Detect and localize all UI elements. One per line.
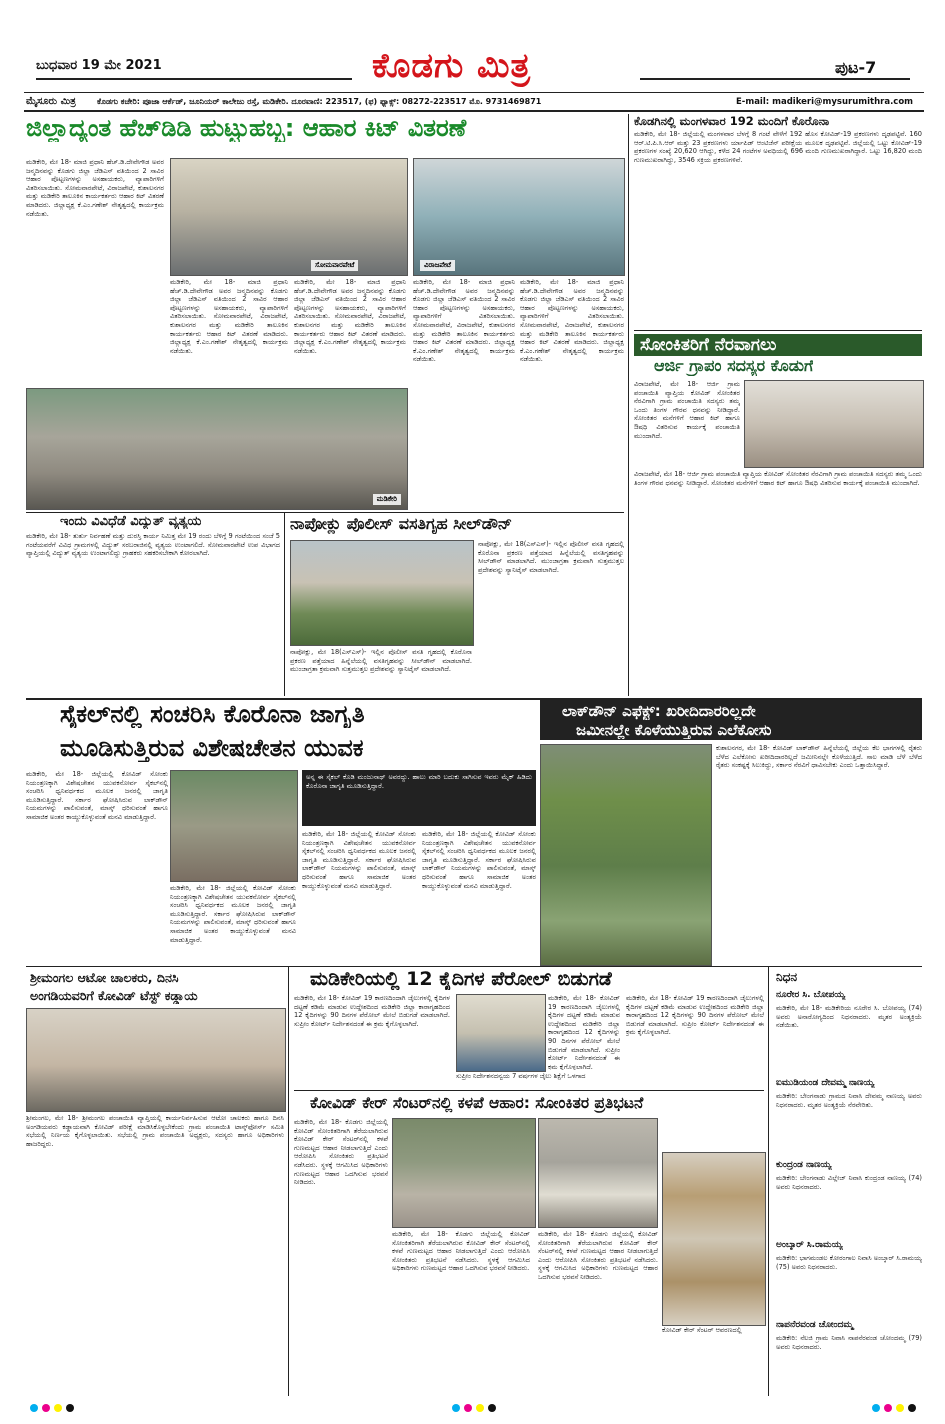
care-centre-photo-food — [662, 1152, 766, 1326]
registration-dot — [476, 1404, 484, 1412]
obituary-text-4: ಮಡಿಕೇರಿ: ಭಾಗಮಂಡಲ ಕೋರಂಗಾಲ ನಿವಾಸಿ ಅಂಬ್ಕಾರ್ ಸಿ.ರಾಮಯ್ಯ (75) ಅವರು ನಿಧನರಾದರು. — [776, 1254, 922, 1271]
hdd-photo-caption-2: ವಿರಾಜಪೇಟೆ — [420, 260, 455, 271]
column-rule-left-bottom — [288, 966, 289, 1396]
kodagu192-body: ಮಡಿಕೇರಿ, ಮೇ 18- ಜಿಲ್ಲೆಯಲ್ಲಿ ಮಂಗಳವಾರ ಬೆಳಗ್ಗೆ 8 ಗಂಟೆ ವೇಳೆಗೆ 192 ಹೊಸ ಕೋವಿಡ್-19 ಪ್ರಕರಣಗಳು ದೃಢಪಟ್ಟಿವೆ. 160 ಆರ್.ಟಿ.ಪಿ.ಸಿ.ಆರ್ ಮತ್ತು 23 ಪ್ರಕರಣಗಳು ರ್ಯಾಪಿಡ್ ಆಂಟಿಜೆನ್ ಪರೀಕ್ಷೆಯ ಮೂಲಕ ದೃಢಪಟ್ಟಿವೆ. ಜಿಲ್ಲೆಯಲ್ಲಿ ಒಟ್ಟು ಕೋವಿಡ್-19 ಪ್ರಕರಣಗಳ ಸಂಖ್ಯೆ 20,620 ಆಗಿದ್ದು, ಕಳೆದ 24 ಗಂಟೆಗಳ ಅವಧಿಯಲ್ಲಿ 696 ಮಂದಿ ಗುಣಮುಖರಾಗಿದ್ದಾರೆ. ಒಟ್ಟು 16,820 ಮಂದಿ ಗುಣಮುಖರಾಗಿದ್ದು, 3546 ಸಕ್ರಿಯ ಪ್ರಕರಣಗಳಿವೆ. — [634, 130, 922, 164]
hdd-body-col5: ಮಡಿಕೇರಿ, ಮೇ 18- ಮಾಜಿ ಪ್ರಧಾನಿ ಹೆಚ್.ಡಿ.ದೇವೇಗೌಡ ಅವರ ಜನ್ಮದಿನವನ್ನು ಕೊಡಗು ಜಿಲ್ಲಾ ಜೆಡಿಎಸ್ ವತಿಯಿಂದ 2 ಸಾವಿರ ಆಹಾರ ಪೊಟ್ಟಣಗಳನ್ನು ಅಸಹಾಯಕರು, ವ್ಯಾಪಾರಿಗಳಿಗೆ ವಿತರಿಸಲಾಯಿತು. ಸೋಮವಾರಪೇಟೆ, ವಿರಾಜಪೇಟೆ, ಕುಶಾಲನಗರ ಮತ್ತು ಮಡಿಕೇರಿ ತಾಲೂಕಿನ ಕಾರ್ಯಕರ್ತರು ಆಹಾರ ಕಿಟ್ ವಿತರಣೆ ಮಾಡಿದರು. ಜಿಲ್ಲಾಧ್ಯಕ್ಷ ಕೆ.ಎಂ.ಗಣೇಶ್ ನೇತೃತ್ವದಲ್ಲಿ ಕಾರ್ಯಕ್ರಮ ನಡೆಯಿತು. — [520, 278, 624, 364]
srimangala-body: ಶ್ರೀಮಂಗಲ, ಮೇ 18- ಶ್ರೀಮಂಗಲ ಪಂಚಾಯಿತಿ ವ್ಯಾಪ್ತಿಯಲ್ಲಿ ಕಾರ್ಯನಿರ್ವಹಿಸುವ ಆಟೋ ಚಾಲಕರು ಹಾಗೂ ದಿನಸಿ ಅಂಗಡಿಯವರು ಕಡ್ಡಾಯವಾಗಿ ಕೋವಿಡ್ ಪರೀಕ್ಷೆ ಮಾಡಿಸಿಕೊಳ್ಳಬೇಕೆಂದು ಗ್ರಾಮ ಪಂಚಾಯಿತಿ ಟಾಸ್ಕ್‌ಫೋರ್ಸ್ ಸಮಿತಿ ಸಭೆಯಲ್ಲಿ ನಿರ್ಣಯ ಕೈಗೊಳ್ಳಲಾಯಿತು. ಸಭೆಯಲ್ಲಿ ಗ್ರಾಮ ಪಂಚಾಯಿತಿ ಅಧ್ಯಕ್ಷರು, ಸದಸ್ಯರು ಹಾಗೂ ಅಧಿಕಾರಿಗಳು ಹಾಜರಿದ್ದರು. — [26, 1114, 284, 1148]
hdd-headline: ಜಿಲ್ಲಾದ್ಯಂತ ಹೆಚ್‌ಡಿಡಿ ಹುಟ್ಟುಹಬ್ಬ: ಆಹಾರ ಕಿಟ್ ವಿತರಣೆ — [26, 114, 467, 142]
obituary-text-3: ಮಡಿಕೇರಿ: ಬೇಂಗನಾಡು ವಿಲ್ಲೇಜ್ ನಿವಾಸಿ ಕುಂದ್ರಂಡ ನಾಣಯ್ಯ (74) ಅವರು ನಿಧನರಾದರು. — [776, 1174, 922, 1191]
cycle-headline-2: ಮೂಡಿಸುತ್ತಿರುವ ವಿಶೇಷಚೇತನ ಯುವಕ — [60, 734, 364, 762]
cabbage-body: ಕುಶಾಲನಗರ, ಮೇ 18- ಕೋವಿಡ್ ಲಾಕ್‌ಡೌನ್ ಹಿನ್ನೆಲೆಯಲ್ಲಿ ಜಿಲ್ಲೆಯ ಕೆಲ ಭಾಗಗಳಲ್ಲಿ ರೈತರು ಬೆಳೆದ ಎಲೆಕೋಸು ಖರೀದಿದಾರರಿಲ್ಲದೆ ಜಮೀನಿನಲ್ಲೇ ಕೊಳೆಯುತ್ತಿದೆ. ಸಾಲ ಮಾಡಿ ಬೆಳೆ ಬೆಳೆದ ರೈತರು ಸಂಕಷ್ಟಕ್ಕೆ ಸಿಲುಕಿದ್ದು, ಸರ್ಕಾರ ನೆರವಿಗೆ ಧಾವಿಸಬೇಕು ಎಂದು ಒತ್ತಾಯಿಸಿದ್ದಾರೆ. — [716, 744, 922, 770]
column-rule-right — [628, 114, 629, 696]
obituary-name-2: ಐಮುಡಿಯಂಡ ದೇವಮ್ಮ ನಾಣಯ್ಯ — [776, 1078, 875, 1088]
obituary-name-1: ನೂರೇರ ಸಿ. ಬೋಪಯ್ಯ — [776, 990, 846, 1000]
obituary-name-3: ಕುಂದ್ರಂಡ ನಾಣಯ್ಯ — [776, 1160, 832, 1170]
obituary-text-2: ಮಡಿಕೇರಿ: ಬೇಂಗನಾಡು ಗ್ರಾಮದ ನಿವಾಸಿ ದೇವಮ್ಮ ನಾಣಯ್ಯ ಅವರು ನಿಧನರಾದರು. ಮೃತರ ಅಂತ್ಯಕ್ರಿಯೆ ನೆರವೇರಿತು. — [776, 1092, 922, 1109]
hdd-photo-madikeri — [26, 388, 408, 510]
power-headline: ಇಂದು ವಿವಿಧೆಡೆ ವಿದ್ಯುತ್ ವ್ಯತ್ಯಯ — [60, 514, 202, 529]
hdd-photo-caption-3: ಮಡಿಕೇರಿ — [373, 494, 401, 505]
arji-body-top: ವಿರಾಜಪೇಟೆ, ಮೇ 18- ಆರ್ಜಿ ಗ್ರಾಮ ಪಂಚಾಯಿತಿ ವ್ಯಾಪ್ತಿಯ ಕೋವಿಡ್ ಸೋಂಕಿತರ ನೆರವಿಗಾಗಿ ಗ್ರಾಮ ಪಂಚಾಯಿತಿ ಸದಸ್ಯರು ತಮ್ಮ ಒಂದು ತಿಂಗಳ ಗೌರವ ಧನವನ್ನು ನೀಡಿದ್ದಾರೆ. ಸೋಂಕಿತರ ಮನೆಗಳಿಗೆ ಆಹಾರ ಕಿಟ್ ಹಾಗೂ ಔಷಧಿ ವಿತರಿಸುವ ಕಾರ್ಯಕ್ಕೆ ಪಂಚಾಯಿತಿ ಮುಂದಾಗಿದೆ. — [634, 380, 740, 440]
registration-dot — [30, 1404, 38, 1412]
hdd-body-col3: ಮಡಿಕೇರಿ, ಮೇ 18- ಮಾಜಿ ಪ್ರಧಾನಿ ಹೆಚ್.ಡಿ.ದೇವೇಗೌಡ ಅವರ ಜನ್ಮದಿನವನ್ನು ಕೊಡಗು ಜಿಲ್ಲಾ ಜೆಡಿಎಸ್ ವತಿಯಿಂದ 2 ಸಾವಿರ ಆಹಾರ ಪೊಟ್ಟಣಗಳನ್ನು ಅಸಹಾಯಕರು, ವ್ಯಾಪಾರಿಗಳಿಗೆ ವಿತರಿಸಲಾಯಿತು. ಸೋಮವಾರಪೇಟೆ, ವಿರಾಜಪೇಟೆ, ಕುಶಾಲನಗರ ಮತ್ತು ಮಡಿಕೇರಿ ತಾಲೂಕಿನ ಕಾರ್ಯಕರ್ತರು ಆಹಾರ ಕಿಟ್ ವಿತರಣೆ ಮಾಡಿದರು. ಜಿಲ್ಲಾಧ್ಯಕ್ಷ ಕೆ.ಎಂ.ಗಣೇಶ್ ನೇತೃತ್ವದಲ್ಲಿ ಕಾರ್ಯಕ್ರಮ ನಡೆಯಿತು. — [294, 278, 406, 355]
page-number: ಪುಟ-7 — [835, 58, 877, 77]
power-body: ಮಡಿಕೇರಿ, ಮೇ 18- ತುರ್ತು ನಿರ್ವಹಣೆ ಮತ್ತು ದುರಸ್ತಿ ಕಾರ್ಯ ನಿಮಿತ್ತ ಮೇ 19 ರಂದು ಬೆಳಿಗ್ಗೆ 9 ಗಂಟೆಯಿಂದ ಸಂಜೆ 5 ಗಂಟೆಯವರೆಗೆ ವಿವಿಧ ಗ್ರಾಮಗಳಲ್ಲಿ ವಿದ್ಯುತ್ ಸರಬರಾಜಿನಲ್ಲಿ ವ್ಯತ್ಯಯ ಉಂಟಾಗಲಿದೆ. ಸೋಮವಾರಪೇಟೆ ಉಪ ವಿಭಾಗದ ವ್ಯಾಪ್ತಿಯಲ್ಲಿ ವಿದ್ಯುತ್ ವ್ಯತ್ಯಯ ಉಂಟಾಗಲಿದ್ದು ಗ್ರಾಹಕರು ಸಹಕರಿಸಬೇಕಾಗಿ ಕೋರಲಾಗಿದೆ. — [26, 532, 280, 558]
cabbage-headline-1: ಲಾಕ್‌ಡೌನ್ ಎಫೆಕ್ಟ್: ಖರೀದಿದಾರರಿಲ್ಲದೇ — [562, 702, 756, 720]
hdd-body-col2: ಮಡಿಕೇರಿ, ಮೇ 18- ಮಾಜಿ ಪ್ರಧಾನಿ ಹೆಚ್.ಡಿ.ದೇವೇಗೌಡ ಅವರ ಜನ್ಮದಿನವನ್ನು ಕೊಡಗು ಜಿಲ್ಲಾ ಜೆಡಿಎಸ್ ವತಿಯಿಂದ 2 ಸಾವಿರ ಆಹಾರ ಪೊಟ್ಟಣಗಳನ್ನು ಅಸಹಾಯಕರು, ವ್ಯಾಪಾರಿಗಳಿಗೆ ವಿತರಿಸಲಾಯಿತು. ಸೋಮವಾರಪೇಟೆ, ವಿರಾಜಪೇಟೆ, ಕುಶಾಲನಗರ ಮತ್ತು ಮಡಿಕೇರಿ ತಾಲೂಕಿನ ಕಾರ್ಯಕರ್ತರು ಆಹಾರ ಕಿಟ್ ವಿತರಣೆ ಮಾಡಿದರು. ಜಿಲ್ಲಾಧ್ಯಕ್ಷ ಕೆ.ಎಂ.ಗಣೇಶ್ ನೇತೃತ್ವದಲ್ಲಿ ಕಾರ್ಯಕ್ರಮ ನಡೆಯಿತು. — [170, 278, 288, 355]
arji-headline: ಸೋಂಕಿತರಿಗೆ ನೆರವಾಗಲು — [634, 334, 922, 356]
care-centre-body-1: ಮಡಿಕೇರಿ, ಮೇ 18- ಕೊಡಗು ಜಿಲ್ಲೆಯಲ್ಲಿ ಕೋವಿಡ್ ಸೋಂಕಿತರಿಗಾಗಿ ತೆರೆಯಲಾಗಿರುವ ಕೋವಿಡ್ ಕೇರ್ ಸೆಂಟರ್‌ನಲ್ಲಿ ಕಳಪೆ ಗುಣಮಟ್ಟದ ಆಹಾರ ನೀಡಲಾಗುತ್ತಿದೆ ಎಂದು ಆರೋಪಿಸಿ ಸೋಂಕಿತರು ಪ್ರತಿಭಟನೆ ನಡೆಸಿದರು. ಸ್ಥಳಕ್ಕೆ ಆಗಮಿಸಿದ ಅಧಿಕಾರಿಗಳು ಗುಣಮಟ್ಟದ ಆಹಾರ ಒದಗಿಸುವ ಭರವಸೆ ನೀಡಿದರು. — [294, 1118, 388, 1187]
registration-dot — [908, 1404, 916, 1412]
cycle-body-col4: ಮಡಿಕೇರಿ, ಮೇ 18- ಜಿಲ್ಲೆಯಲ್ಲಿ ಕೋವಿಡ್ ಸೋಂಕು ನಿಯಂತ್ರಣಕ್ಕಾಗಿ ವಿಶೇಷಚೇತನ ಯುವಕನೋರ್ವ ಸೈಕಲ್‌ನಲ್ಲಿ ಸಂಚರಿಸಿ ಧ್ವನಿವರ್ಧಕದ ಮೂಲಕ ಜನರಲ್ಲಿ ಜಾಗೃತಿ ಮೂಡಿಸುತ್ತಿದ್ದಾರೆ. ಸರ್ಕಾರ ಘೋಷಿಸಿರುವ ಲಾಕ್‌ಡೌನ್ ನಿಯಮಗಳನ್ನು ಪಾಲಿಸುವಂತೆ, ಮಾಸ್ಕ್ ಧರಿಸುವಂತೆ ಹಾಗೂ ಸಾಮಾಜಿಕ ಅಂತರ ಕಾಯ್ದುಕೊಳ್ಳುವಂತೆ ಮನವಿ ಮಾಡುತ್ತಿದ್ದಾರೆ. — [422, 830, 536, 890]
napoklu-headline: ನಾಪೋಕ್ಲು ಪೊಲೀಸ್ ವಸತಿಗೃಹ ಸೀಲ್‌ಡೌನ್ — [290, 514, 513, 533]
masthead-bottom-rule — [24, 110, 924, 112]
cabbage-photo — [540, 744, 712, 966]
registration-dot — [896, 1404, 904, 1412]
cycle-body-col3: ಮಡಿಕೇರಿ, ಮೇ 18- ಜಿಲ್ಲೆಯಲ್ಲಿ ಕೋವಿಡ್ ಸೋಂಕು ನಿಯಂತ್ರಣಕ್ಕಾಗಿ ವಿಶೇಷಚೇತನ ಯುವಕನೋರ್ವ ಸೈಕಲ್‌ನಲ್ಲಿ ಸಂಚರಿಸಿ ಧ್ವನಿವರ್ಧಕದ ಮೂಲಕ ಜನರಲ್ಲಿ ಜಾಗೃತಿ ಮೂಡಿಸುತ್ತಿದ್ದಾರೆ. ಸರ್ಕಾರ ಘೋಷಿಸಿರುವ ಲಾಕ್‌ಡೌನ್ ನಿಯಮಗಳನ್ನು ಪಾಲಿಸುವಂತೆ, ಮಾಸ್ಕ್ ಧರಿಸುವಂತೆ ಹಾಗೂ ಸಾಮಾಜಿಕ ಅಂತರ ಕಾಯ್ದುಕೊಳ್ಳುವಂತೆ ಮನವಿ ಮಾಡುತ್ತಿದ್ದಾರೆ. — [302, 830, 416, 890]
kodagu192-rule — [634, 330, 922, 331]
napoklu-photo — [290, 540, 474, 646]
registration-dot — [464, 1404, 472, 1412]
section-rule-2 — [26, 966, 922, 967]
srimangala-headline-2: ಅಂಗಡಿಯವರಿಗೆ ಕೋವಿಡ್ ಟೆಸ್ಟ್ ಕಡ್ಡಾಯ — [30, 988, 198, 1003]
cycle-body-col1: ಮಡಿಕೇರಿ, ಮೇ 18- ಜಿಲ್ಲೆಯಲ್ಲಿ ಕೋವಿಡ್ ಸೋಂಕು ನಿಯಂತ್ರಣಕ್ಕಾಗಿ ವಿಶೇಷಚೇತನ ಯುವಕನೋರ್ವ ಸೈಕಲ್‌ನಲ್ಲಿ ಸಂಚರಿಸಿ ಧ್ವನಿವರ್ಧಕದ ಮೂಲಕ ಜನರಲ್ಲಿ ಜಾಗೃತಿ ಮೂಡಿಸುತ್ತಿದ್ದಾರೆ. ಸರ್ಕಾರ ಘೋಷಿಸಿರುವ ಲಾಕ್‌ಡೌನ್ ನಿಯಮಗಳನ್ನು ಪಾಲಿಸುವಂತೆ, ಮಾಸ್ಕ್ ಧರಿಸುವಂತೆ ಹಾಗೂ ಸಾಮಾಜಿಕ ಅಂತರ ಕಾಯ್ದುಕೊಳ್ಳುವಂತೆ ಮನವಿ ಮಾಡುತ್ತಿದ್ದಾರೆ. — [26, 770, 168, 821]
registration-dot — [884, 1404, 892, 1412]
masthead — [0, 0, 945, 120]
registration-dot — [66, 1404, 74, 1412]
hdd-body-col1: ಮಡಿಕೇರಿ, ಮೇ 18- ಮಾಜಿ ಪ್ರಧಾನಿ ಹೆಚ್.ಡಿ.ದೇವೇಗೌಡ ಅವರ ಜನ್ಮದಿನವನ್ನು ಕೊಡಗು ಜಿಲ್ಲಾ ಜೆಡಿಎಸ್ ವತಿಯಿಂದ 2 ಸಾವಿರ ಆಹಾರ ಪೊಟ್ಟಣಗಳನ್ನು ಅಸಹಾಯಕರು, ವ್ಯಾಪಾರಿಗಳಿಗೆ ವಿತರಿಸಲಾಯಿತು. ಸೋಮವಾರಪೇಟೆ, ವಿರಾಜಪೇಟೆ, ಕುಶಾಲನಗರ ಮತ್ತು ಮಡಿಕೇರಿ ತಾಲೂಕಿನ ಕಾರ್ಯಕರ್ತರು ಆಹಾರ ಕಿಟ್ ವಿತರಣೆ ಮಾಡಿದರು. ಜಿಲ್ಲಾಧ್ಯಕ್ಷ ಕೆ.ಎಂ.ಗಣೇಶ್ ನೇತೃತ್ವದಲ್ಲಿ ಕಾರ್ಯಕ್ರಮ ನಡೆಯಿತು. — [26, 158, 164, 218]
arji-photo — [744, 380, 924, 468]
registration-dot — [452, 1404, 460, 1412]
hdd-photo-somwarpet — [170, 158, 408, 276]
cycle-body-col2: ಮಡಿಕೇರಿ, ಮೇ 18- ಜಿಲ್ಲೆಯಲ್ಲಿ ಕೋವಿಡ್ ಸೋಂಕು ನಿಯಂತ್ರಣಕ್ಕಾಗಿ ವಿಶೇಷಚೇತನ ಯುವಕನೋರ್ವ ಸೈಕಲ್‌ನಲ್ಲಿ ಸಂಚರಿಸಿ ಧ್ವನಿವರ್ಧಕದ ಮೂಲಕ ಜನರಲ್ಲಿ ಜಾಗೃತಿ ಮೂಡಿಸುತ್ತಿದ್ದಾರೆ. ಸರ್ಕಾರ ಘೋಷಿಸಿರುವ ಲಾಕ್‌ಡೌನ್ ನಿಯಮಗಳನ್ನು ಪಾಲಿಸುವಂತೆ, ಮಾಸ್ಕ್ ಧರಿಸುವಂತೆ ಹಾಗೂ ಸಾಮಾಜಿಕ ಅಂತರ ಕಾಯ್ದುಕೊಳ್ಳುವಂತೆ ಮನವಿ ಮಾಡುತ್ತಿದ್ದಾರೆ. — [170, 884, 296, 944]
parole-body-1: ಮಡಿಕೇರಿ, ಮೇ 18- ಕೋವಿಡ್ 19 ಕಾರಣದಿಂದಾಗಿ ಜೈಲುಗಳಲ್ಲಿ ಕೈದಿಗಳ ದಟ್ಟಣೆ ಕಡಿಮೆ ಮಾಡುವ ಉದ್ದೇಶದಿಂದ ಮಡಿಕೇರಿ ಜಿಲ್ಲಾ ಕಾರಾಗೃಹದಿಂದ 12 ಕೈದಿಗಳನ್ನು 90 ದಿನಗಳ ಪೆರೋಲ್ ಮೇಲೆ ಬಿಡುಗಡೆ ಮಾಡಲಾಗಿದೆ. ಸುಪ್ರೀಂ ಕೋರ್ಟ್ ನಿರ್ದೇಶನದಂತೆ ಈ ಕ್ರಮ ಕೈಗೊಳ್ಳಲಾಗಿದೆ. — [294, 994, 450, 1028]
registration-dot — [488, 1404, 496, 1412]
obituary-text-1: ಮಡಿಕೇರಿ, ಮೇ 18- ಮಡಿಕೇರಿಯ ನೂರೇರ ಸಿ. ಬೋಪಯ್ಯ (74) ಅವರು ಅನಾರೋಗ್ಯದಿಂದ ನಿಧನರಾದರು. ಮೃತರ ಅಂತ್ಯಕ್ರಿಯೆ ನಡೆಯಿತು. — [776, 1004, 922, 1030]
care-centre-photo-2 — [538, 1118, 658, 1228]
power-napoklu-rule — [284, 512, 285, 696]
masthead-top-rule — [36, 78, 352, 80]
care-centre-body-3: ಮಡಿಕೇರಿ, ಮೇ 18- ಕೊಡಗು ಜಿಲ್ಲೆಯಲ್ಲಿ ಕೋವಿಡ್ ಸೋಂಕಿತರಿಗಾಗಿ ತೆರೆಯಲಾಗಿರುವ ಕೋವಿಡ್ ಕೇರ್ ಸೆಂಟರ್‌ನಲ್ಲಿ ಕಳಪೆ ಗುಣಮಟ್ಟದ ಆಹಾರ ನೀಡಲಾಗುತ್ತಿದೆ ಎಂದು ಆರೋಪಿಸಿ ಸೋಂಕಿತರು ಪ್ರತಿಭಟನೆ ನಡೆಸಿದರು. ಸ್ಥಳಕ್ಕೆ ಆಗಮಿಸಿದ ಅಧಿಕಾರಿಗಳು ಗುಣಮಟ್ಟದ ಆಹಾರ ಒದಗಿಸುವ ಭರವಸೆ ನೀಡಿದರು. — [538, 1230, 658, 1281]
care-centre-headline: ಕೋವಿಡ್ ಕೇರ್ ಸೆಂಟರ್‌ನಲ್ಲಿ ಕಳಪೆ ಆಹಾರ: ಸೋಂಕಿತರ ಪ್ರತಿಭಟನೆ — [310, 1094, 644, 1112]
masthead-top-rule-right — [640, 78, 910, 80]
obituary-name-4: ಅಂಬ್ಕಾರ್ ಸಿ.ರಾಮಯ್ಯ — [776, 1240, 843, 1250]
cycle-headline-1: ಸೈಕಲ್‌ನಲ್ಲಿ ಸಂಚರಿಸಿ ಕೊರೊನಾ ಜಾಗೃತಿ — [60, 700, 365, 728]
care-centre-photo-1 — [392, 1118, 536, 1228]
napoklu-body-1: ನಾಪೋಕ್ಲು, ಮೇ 18(ಎಸ್‌ಎಸ್)- ಇಲ್ಲಿನ ಪೊಲೀಸ್ ವಸತಿ ಗೃಹದಲ್ಲಿ ಕೊರೊನಾ ಪ್ರಕರಣ ಪತ್ತೆಯಾದ ಹಿನ್ನೆಲೆಯಲ್ಲಿ ವಸತಿಗೃಹವನ್ನು ಸೀಲ್‌ಡೌನ್ ಮಾಡಲಾಗಿದೆ. ಮುಂಜಾಗ್ರತಾ ಕ್ರಮವಾಗಿ ಸುತ್ತಮುತ್ತಲ ಪ್ರದೇಶವನ್ನು ಸ್ಯಾನಿಟೈಸ್ ಮಾಡಲಾಗಿದೆ. — [290, 648, 472, 674]
registration-dot — [872, 1404, 880, 1412]
registration-dot — [42, 1404, 50, 1412]
issue-date: ಬುಧವಾರ 19 ಮೇ 2021 — [36, 58, 162, 73]
parole-rule — [294, 1090, 764, 1091]
obituary-text-5: ಮಡಿಕೇರಿ: ನೆಲಜಿ ಗ್ರಾಮ ನಿವಾಸಿ ನಾಪನೆರವಂಡ ಚೋಂದಮ್ಮ (79) ಅವರು ನಿಧನರಾದರು. — [776, 1334, 922, 1351]
kodagu192-headline: ಕೊಡಗಿನಲ್ಲಿ ಮಂಗಳವಾರ 192 ಮಂದಿಗೆ ಕೊರೊನಾ — [634, 114, 830, 128]
arji-body: ವಿರಾಜಪೇಟೆ, ಮೇ 18- ಆರ್ಜಿ ಗ್ರಾಮ ಪಂಚಾಯಿತಿ ವ್ಯಾಪ್ತಿಯ ಕೋವಿಡ್ ಸೋಂಕಿತರ ನೆರವಿಗಾಗಿ ಗ್ರಾಮ ಪಂಚಾಯಿತಿ ಸದಸ್ಯರು ತಮ್ಮ ಒಂದು ತಿಂಗಳ ಗೌರವ ಧನವನ್ನು ನೀಡಿದ್ದಾರೆ. ಸೋಂಕಿತರ ಮನೆಗಳಿಗೆ ಆಹಾರ ಕಿಟ್ ಹಾಗೂ ಔಷಧಿ ವಿತರಿಸುವ ಕಾರ್ಯಕ್ಕೆ ಪಂಚಾಯಿತಿ ಮುಂದಾಗಿದೆ. — [634, 470, 922, 487]
srimangala-headline-1: ಶ್ರೀಮಂಗಲ ಆಟೋ ಚಾಲಕರು, ದಿನಸಿ — [30, 970, 179, 985]
paper-title: ಕೊಡಗು ಮಿತ್ರ — [372, 46, 532, 86]
hdd-body-col4: ಮಡಿಕೇರಿ, ಮೇ 18- ಮಾಜಿ ಪ್ರಧಾನಿ ಹೆಚ್.ಡಿ.ದೇವೇಗೌಡ ಅವರ ಜನ್ಮದಿನವನ್ನು ಕೊಡಗು ಜಿಲ್ಲಾ ಜೆಡಿಎಸ್ ವತಿಯಿಂದ 2 ಸಾವಿರ ಆಹಾರ ಪೊಟ್ಟಣಗಳನ್ನು ಅಸಹಾಯಕರು, ವ್ಯಾಪಾರಿಗಳಿಗೆ ವಿತರಿಸಲಾಯಿತು. ಸೋಮವಾರಪೇಟೆ, ವಿರಾಜಪೇಟೆ, ಕುಶಾಲನಗರ ಮತ್ತು ಮಡಿಕೇರಿ ತಾಲೂಕಿನ ಕಾರ್ಯಕರ್ತರು ಆಹಾರ ಕಿಟ್ ವಿತರಣೆ ಮಾಡಿದರು. ಜಿಲ್ಲಾಧ್ಯಕ್ಷ ಕೆ.ಎಂ.ಗಣೇಶ್ ನೇತೃತ್ವದಲ್ಲಿ ಕಾರ್ಯಕ್ರಮ ನಡೆಯಿತು. — [413, 278, 515, 364]
masthead-rule — [24, 92, 924, 93]
care-centre-body-2: ಮಡಿಕೇರಿ, ಮೇ 18- ಕೊಡಗು ಜಿಲ್ಲೆಯಲ್ಲಿ ಕೋವಿಡ್ ಸೋಂಕಿತರಿಗಾಗಿ ತೆರೆಯಲಾಗಿರುವ ಕೋವಿಡ್ ಕೇರ್ ಸೆಂಟರ್‌ನಲ್ಲಿ ಕಳಪೆ ಗುಣಮಟ್ಟದ ಆಹಾರ ನೀಡಲಾಗುತ್ತಿದೆ ಎಂದು ಆರೋಪಿಸಿ ಸೋಂಕಿತರು ಪ್ರತಿಭಟನೆ ನಡೆಸಿದರು. ಸ್ಥಳಕ್ಕೆ ಆಗಮಿಸಿದ ಅಧಿಕಾರಿಗಳು ಗುಣಮಟ್ಟದ ಆಹಾರ ಒದಗಿಸುವ ಭರವಸೆ ನೀಡಿದರು. — [392, 1230, 530, 1273]
srimangala-photo — [26, 1008, 286, 1112]
hdd-photo-caption-1: ಸೋಮವಾರಪೇಟೆ — [311, 260, 358, 271]
parole-body-3: ಮಡಿಕೇರಿ, ಮೇ 18- ಕೋವಿಡ್ 19 ಕಾರಣದಿಂದಾಗಿ ಜೈಲುಗಳಲ್ಲಿ ಕೈದಿಗಳ ದಟ್ಟಣೆ ಕಡಿಮೆ ಮಾಡುವ ಉದ್ದೇಶದಿಂದ ಮಡಿಕೇರಿ ಜಿಲ್ಲಾ ಕಾರಾಗೃಹದಿಂದ 12 ಕೈದಿಗಳನ್ನು 90 ದಿನಗಳ ಪೆರೋಲ್ ಮೇಲೆ ಬಿಡುಗಡೆ ಮಾಡಲಾಗಿದೆ. ಸುಪ್ರೀಂ ಕೋರ್ಟ್ ನಿರ್ದೇಶನದಂತೆ ಈ ಕ್ರಮ ಕೈಗೊಳ್ಳಲಾಗಿದೆ. — [626, 994, 764, 1037]
cycle-highlight-text: ಅನ್ನ ಈ ಸೈಕಲ್ ಕೊಡಿ ಮಂಜುನಾಥ್ ಅವರದ್ದು. ಹಾಲು ಮಾರಿ ಬದುಕು ಸಾಗಿಸುವ ಇವರು ಮೈಕ್ ಹಿಡಿದು ಕೊರೊನಾ ಜಾಗೃತಿ ಮೂಡಿಸುತ್ತಿದ್ದಾರೆ. — [306, 773, 532, 790]
cycle-photo — [170, 770, 298, 882]
registration-dot — [54, 1404, 62, 1412]
obituary-name-5: ನಾಪನೆರವಂಡ ಚೋಂದಮ್ಮ — [776, 1320, 854, 1330]
obituary-heading: ನಿಧನ — [776, 970, 798, 984]
napoklu-body-2: ನಾಪೋಕ್ಲು, ಮೇ 18(ಎಸ್‌ಎಸ್)- ಇಲ್ಲಿನ ಪೊಲೀಸ್ ವಸತಿ ಗೃಹದಲ್ಲಿ ಕೊರೊನಾ ಪ್ರಕರಣ ಪತ್ತೆಯಾದ ಹಿನ್ನೆಲೆಯಲ್ಲಿ ವಸತಿಗೃಹವನ್ನು ಸೀಲ್‌ಡೌನ್ ಮಾಡಲಾಗಿದೆ. ಮುಂಜಾಗ್ರತಾ ಕ್ರಮವಾಗಿ ಸುತ್ತಮುತ್ತಲ ಪ್ರದೇಶವನ್ನು ಸ್ಯಾನಿಟೈಸ್ ಮಾಡಲಾಗಿದೆ. — [478, 540, 624, 574]
power-rule-top — [26, 512, 624, 513]
care-centre-photo-caption: ಕೋವಿಡ್ ಕೇರ್ ಸೆಂಟರ್ ಆವರಣದಲ್ಲಿ — [662, 1326, 742, 1334]
cabbage-headline-2: ಜಮೀನಲ್ಲೇ ಕೊಳೆಯುತ್ತಿರುವ ಎಲೆಕೋಸು — [576, 721, 772, 739]
parole-photo-caption: ಸುಪ್ರೀಂ ನಿರ್ದೇಶನದನ್ವಯ 7 ವರ್ಷಗಳ ಜೈಲು ಶಿಕ್ಷೆಗೆ ಒಳಗಾದ — [456, 1072, 586, 1080]
column-rule-obit — [768, 966, 769, 1396]
office-address: ಕೊಡಗು ಕಚೇರಿ: ಪೂಜಾ ಆರ್ಕೆಡ್, ಜೂನಿಯರ್ ಕಾಲೇಜು ರಸ್ತೆ, ಮಡಿಕೇರಿ. ದೂರವಾಣಿ: 223517, (ಫ) ಫ್ಯಾಕ್ಸ್: 08272-223517 ಮೊ. 9731469871 — [97, 97, 542, 106]
parole-photo — [456, 994, 546, 1072]
publisher-name: ಮೈಸೂರು ಮಿತ್ರ — [26, 96, 76, 107]
hdd-photo-virajpet — [413, 158, 625, 276]
parole-body-2: ಮಡಿಕೇರಿ, ಮೇ 18- ಕೋವಿಡ್ 19 ಕಾರಣದಿಂದಾಗಿ ಜೈಲುಗಳಲ್ಲಿ ಕೈದಿಗಳ ದಟ್ಟಣೆ ಕಡಿಮೆ ಮಾಡುವ ಉದ್ದೇಶದಿಂದ ಮಡಿಕೇರಿ ಜಿಲ್ಲಾ ಕಾರಾಗೃಹದಿಂದ 12 ಕೈದಿಗಳನ್ನು 90 ದಿನಗಳ ಪೆರೋಲ್ ಮೇಲೆ ಬಿಡುಗಡೆ ಮಾಡಲಾಗಿದೆ. ಸುಪ್ರೀಂ ಕೋರ್ಟ್ ನಿರ್ದೇಶನದಂತೆ ಈ ಕ್ರಮ ಕೈಗೊಳ್ಳಲಾಗಿದೆ. — [548, 994, 620, 1070]
arji-subhead: ಆರ್ಜಿ ಗ್ರಾಪಂ ಸದಸ್ಯರ ಕೊಡುಗೆ — [654, 356, 814, 375]
contact-email: E-mail: madikeri@mysurumithra.com — [736, 97, 914, 107]
parole-headline: ಮಡಿಕೇರಿಯಲ್ಲಿ 12 ಕೈದಿಗಳ ಪೆರೋಲ್ ಬಿಡುಗಡೆ — [310, 968, 612, 990]
